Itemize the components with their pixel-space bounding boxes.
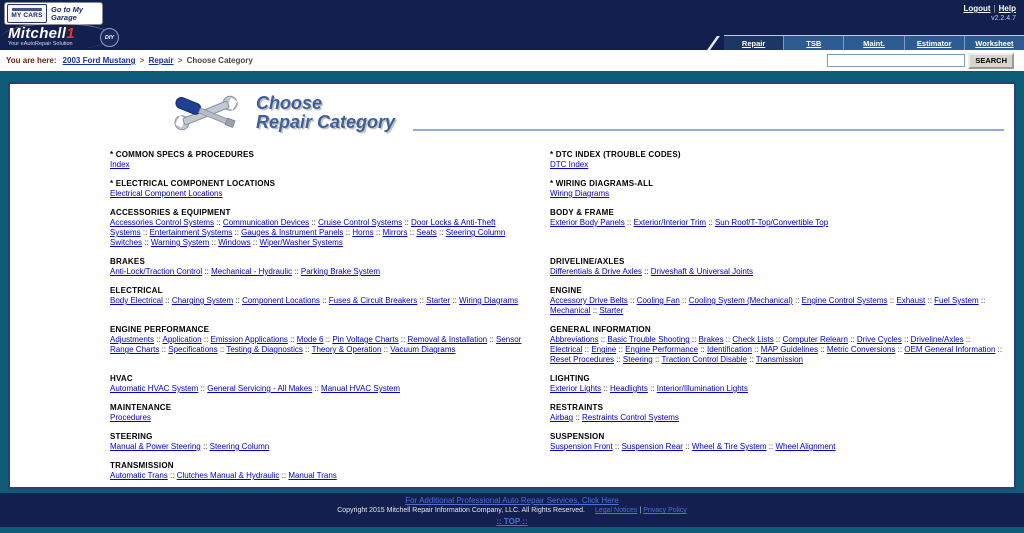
tab-repair[interactable]: Repair: [724, 36, 783, 50]
logout-link[interactable]: Logout: [963, 4, 991, 13]
link-separator: ::: [746, 355, 756, 364]
link-separator: ::: [887, 296, 897, 305]
my-cars-label: MY CARS: [11, 12, 43, 19]
help-link[interactable]: Help: [998, 4, 1016, 13]
category-link[interactable]: Abbreviations: [550, 335, 599, 344]
category-link[interactable]: Steering: [622, 355, 653, 364]
category-cell: [110, 257, 550, 277]
breadcrumb-label: You are here:: [6, 56, 57, 65]
category-link[interactable]: Manual & Power Steering: [110, 442, 201, 451]
category-heading: BODY & FRAME: [550, 208, 615, 217]
category-link[interactable]: Starter: [599, 306, 624, 315]
go-to-my-garage-label: Go to My Garage: [51, 4, 84, 22]
link-separator: ::: [162, 296, 172, 305]
category-link[interactable]: Headlights: [610, 384, 648, 393]
mitchell1-logo: [8, 27, 75, 48]
category-link[interactable]: Mode 6: [296, 335, 324, 344]
breadcrumb-items: [63, 56, 253, 65]
link-separator: ::: [140, 228, 150, 237]
category-links: [110, 471, 525, 481]
category-heading: ELECTRICAL: [110, 286, 163, 295]
link-separator: ::: [818, 345, 827, 354]
search-input[interactable]: [827, 54, 965, 67]
category-link[interactable]: Transmission: [755, 355, 804, 364]
category-links: [550, 218, 1004, 228]
category-link[interactable]: Steering Column Switches: [110, 228, 506, 247]
category-link[interactable]: Index: [110, 160, 130, 169]
category-link[interactable]: Exterior Body Panels: [550, 218, 625, 227]
category-heading: ENGINE: [550, 286, 582, 295]
link-separator: ::: [417, 296, 427, 305]
link-separator: ::: [214, 218, 223, 227]
category-link[interactable]: Starter: [426, 296, 451, 305]
category-link[interactable]: Interior/Illumination Lights: [656, 384, 748, 393]
link-separator: ::: [202, 267, 212, 276]
link-separator: ::: [792, 296, 802, 305]
category-links: [110, 335, 525, 355]
category-link[interactable]: Automatic HVAC System: [110, 384, 199, 393]
category-link[interactable]: Emission Applications: [210, 335, 288, 344]
category-link[interactable]: Automatic Trans: [110, 471, 168, 480]
link-separator: ::: [773, 335, 783, 344]
category-link[interactable]: Engine: [591, 345, 617, 354]
link-separator: ::: [847, 335, 857, 344]
category-link[interactable]: Cooling System (Mechanical): [688, 296, 793, 305]
category-link[interactable]: Parking Brake System: [300, 267, 381, 276]
category-link[interactable]: Entertainment Systems: [149, 228, 233, 237]
category-heading: GENERAL INFORMATION: [550, 325, 651, 334]
category-link[interactable]: Warning System: [150, 238, 210, 247]
link-separator: ::: [407, 228, 417, 237]
link-separator: ::: [201, 335, 211, 344]
category-link[interactable]: Engine Control Systems: [801, 296, 888, 305]
link-separator: ::: [302, 345, 312, 354]
diy-badge: DIY: [100, 28, 119, 47]
top-right-links: [963, 4, 1016, 22]
breadcrumb-link[interactable]: 2003 Ford Mustang: [62, 56, 136, 65]
brand-tagline: Your eAutoRepair Solution: [8, 41, 73, 47]
category-link[interactable]: Suspension Front: [550, 442, 613, 451]
category-link[interactable]: Adjustments: [110, 335, 155, 344]
category-links: [110, 413, 525, 423]
category-links: [550, 267, 1004, 277]
link-separator: ::: [590, 306, 600, 315]
breadcrumb-separator: >: [175, 56, 185, 65]
plate-frame-decoration: [12, 8, 42, 11]
category-link[interactable]: Mirrors: [382, 228, 408, 237]
category-link[interactable]: Restraints Control Systems: [582, 413, 679, 422]
category-heading: LIGHTING: [550, 374, 590, 383]
category-links: [550, 384, 1004, 394]
page-title-line2: Repair Category: [256, 112, 396, 132]
link-separator: ::: [641, 267, 651, 276]
breadcrumb: [6, 56, 253, 65]
category-heading: * ELECTRICAL COMPONENT LOCATIONS: [110, 179, 276, 188]
nav-tabs: [724, 35, 1024, 50]
link-separator: ::: [232, 228, 242, 237]
category-heading: * DTC INDEX (TROUBLE CODES): [550, 150, 681, 159]
category-cell: [110, 208, 550, 248]
category-cell: [110, 150, 550, 170]
link-separator: ::: [279, 471, 289, 480]
link-separator: ::: [647, 384, 657, 393]
category-link[interactable]: Cooling Fan: [636, 296, 680, 305]
category-link[interactable]: Charging System: [171, 296, 234, 305]
category-heading: HVAC: [110, 374, 133, 383]
link-separator: ::: [159, 345, 169, 354]
link-separator: ::: [217, 345, 227, 354]
category-heading: * COMMON SPECS & PROCEDURES: [110, 150, 255, 159]
link-separator: ::: [398, 335, 408, 344]
brand-text: [8, 27, 75, 41]
tab-worksheet[interactable]: Worksheet: [964, 36, 1024, 50]
category-links: [550, 335, 1004, 365]
category-link[interactable]: Basic Trouble Shooting: [607, 335, 690, 344]
category-link[interactable]: Wiring Diagrams: [459, 296, 519, 305]
link-separator: ::: [698, 345, 707, 354]
logo-bar: [0, 27, 1024, 50]
link-separator: ::: [487, 335, 496, 344]
category-heading: * WIRING DIAGRAMS-ALL: [550, 179, 654, 188]
footer-bar: [0, 493, 1024, 527]
search-button[interactable]: SEARCH: [968, 53, 1014, 69]
category-link[interactable]: Check Lists: [732, 335, 774, 344]
link-separator: ::: [601, 384, 611, 393]
page-title: [256, 94, 395, 132]
category-links: [110, 189, 525, 199]
link-separator: ::: [682, 442, 692, 451]
category-link[interactable]: Theory & Operation: [311, 345, 382, 354]
category-links: [110, 384, 525, 394]
category-links: [110, 267, 525, 277]
category-link[interactable]: Communication Devices: [222, 218, 310, 227]
category-link[interactable]: Electrical Component Locations: [110, 189, 223, 198]
link-separator: ::: [616, 345, 626, 354]
category-link[interactable]: Body Electrical: [110, 296, 163, 305]
link-separator: ::: [450, 296, 460, 305]
link-separator: ::: [612, 442, 622, 451]
link-separator: ::: [679, 296, 689, 305]
category-cell: [110, 286, 550, 316]
category-link[interactable]: Exterior Lights: [550, 384, 602, 393]
category-link[interactable]: Suspension Rear: [621, 442, 683, 451]
category-cell: [550, 432, 1004, 452]
tab-maint[interactable]: Maint.: [843, 36, 903, 50]
category-link[interactable]: Identification: [706, 345, 752, 354]
category-links: [110, 442, 525, 452]
category-cell: [110, 325, 550, 365]
link-separator: ::: [995, 345, 1003, 354]
link-separator: ::: [402, 218, 411, 227]
category-link[interactable]: Traction Control Disable: [661, 355, 747, 364]
link-separator: ::: [627, 296, 637, 305]
link-separator: ::: [598, 335, 608, 344]
category-links: [110, 296, 525, 306]
page-title-line1: Choose: [256, 93, 323, 113]
category-link[interactable]: Application: [162, 335, 202, 344]
category-link[interactable]: MAP Guidelines: [760, 345, 819, 354]
link-separator: ::: [723, 335, 733, 344]
category-link[interactable]: Airbag: [550, 413, 574, 422]
category-grid: [110, 150, 1004, 481]
breadcrumb-bar: [0, 50, 1024, 71]
category-link[interactable]: Differentials & Drive Axles: [550, 267, 642, 276]
link-separator: ::: [436, 228, 446, 237]
link-separator: ::: [901, 335, 911, 344]
my-cars-button[interactable]: [4, 2, 103, 25]
link-separator: ::: [624, 218, 634, 227]
category-link[interactable]: Seats: [416, 228, 437, 237]
category-link[interactable]: Pin Voltage Charts: [332, 335, 399, 344]
tab-estimator[interactable]: Estimator: [904, 36, 964, 50]
link-separator: ::: [142, 238, 151, 247]
copyright-row: [0, 506, 1024, 516]
category-cell: [550, 150, 1004, 170]
legal-notices-link[interactable]: Legal Notices: [594, 507, 638, 514]
category-link[interactable]: Door Locks & Anti-Theft Systems: [110, 218, 496, 237]
footer-link-divider: |: [639, 507, 642, 514]
link-separator: ::: [200, 442, 210, 451]
category-link[interactable]: Metric Conversions: [826, 345, 896, 354]
link-separator: ::: [343, 228, 353, 237]
category-heading: MAINTENANCE: [110, 403, 172, 412]
brand-mitchell: Mitchell: [8, 25, 67, 42]
link-separator: ::: [689, 335, 699, 344]
category-links: [110, 218, 525, 248]
category-cell: [550, 257, 1004, 277]
link-separator: ::: [978, 296, 986, 305]
link-separator: ::: [233, 296, 243, 305]
category-link[interactable]: Electrical: [550, 345, 583, 354]
link-separator: ::: [963, 335, 971, 344]
category-cell: [110, 432, 550, 452]
link-separator: ::: [381, 345, 391, 354]
tab-diagonal-decoration: [707, 36, 720, 50]
category-heading: STEERING: [110, 432, 153, 441]
category-heading: ENGINE PERFORMANCE: [110, 325, 210, 334]
link-separator: ::: [154, 335, 163, 344]
category-cell: [550, 286, 1004, 316]
breadcrumb-current: Choose Category: [186, 56, 253, 65]
version-label: v2.2.4.7: [991, 15, 1016, 22]
category-links: [550, 413, 1004, 423]
link-separator: ::: [573, 413, 583, 422]
link-separator: ::: [209, 238, 219, 247]
link-separator: ::: [292, 267, 301, 276]
top-bar: [0, 0, 1024, 27]
privacy-policy-link[interactable]: Privacy Policy: [643, 507, 687, 514]
crossed-tools-icon: [170, 90, 242, 136]
category-link[interactable]: Specifications: [168, 345, 218, 354]
category-link[interactable]: Wiring Diagrams: [550, 189, 610, 198]
category-link[interactable]: Procedures: [110, 413, 151, 422]
link-separator: ::: [751, 345, 761, 354]
brand-one: 1: [66, 25, 75, 42]
category-heading: ACCESSORIES & EQUIPMENT: [110, 208, 231, 217]
category-cell: [550, 461, 1004, 481]
category-link[interactable]: Drive Cycles: [856, 335, 902, 344]
link-separator: ::: [250, 238, 260, 247]
category-link[interactable]: Vacuum Diagrams: [390, 345, 456, 354]
license-plate-icon: [7, 4, 47, 23]
category-heading: BRAKES: [110, 257, 145, 266]
category-link[interactable]: Fuel System: [934, 296, 979, 305]
category-cell: [550, 208, 1004, 248]
tab-tsb[interactable]: TSB: [783, 36, 843, 50]
link-separator: ::: [167, 471, 177, 480]
bottom-strip: [0, 527, 1024, 533]
link-separator: ::: [652, 355, 662, 364]
category-link[interactable]: Clutches Manual & Hydraulic: [176, 471, 280, 480]
category-link[interactable]: Exhaust: [896, 296, 926, 305]
page-header: [170, 90, 1004, 136]
category-link[interactable]: Steering Column: [209, 442, 270, 451]
category-cell: [110, 461, 550, 481]
category-link[interactable]: Engine Performance: [625, 345, 699, 354]
category-cell: [110, 403, 550, 423]
services-link[interactable]: For Additional Professional Auto Repair Services, Click Here: [405, 496, 619, 505]
content-panel: [8, 82, 1016, 489]
category-heading: TRANSMISSION: [110, 461, 174, 470]
link-separator: ::: [323, 335, 333, 344]
category-heading: SUSPENSION: [550, 432, 605, 441]
category-cell: [550, 179, 1004, 199]
category-link[interactable]: Cruise Control Systems: [318, 218, 403, 227]
copyright-text: Copyright 2015 Mitchell Repair Information Company, LLC. All Rights Reserved.: [337, 507, 585, 514]
link-separator: ::: [287, 335, 297, 344]
header-rule: [413, 129, 1004, 131]
link-separator: ::: [925, 296, 935, 305]
category-link[interactable]: Sun Roof/T-Top/Convertible Top: [714, 218, 829, 227]
category-link[interactable]: Driveline/Axles: [910, 335, 964, 344]
category-heading: RESTRAINTS: [550, 403, 604, 412]
category-cell: [550, 403, 1004, 423]
category-cell: [110, 374, 550, 394]
category-link[interactable]: Mechanical - Hydraulic: [211, 267, 292, 276]
category-link[interactable]: Sensor Range Charts: [110, 335, 522, 354]
category-links: [110, 160, 525, 170]
link-separator: ::: [319, 296, 329, 305]
category-link[interactable]: Wheel Alignment: [775, 442, 836, 451]
category-links: [550, 189, 1004, 199]
category-link[interactable]: Component Locations: [242, 296, 320, 305]
breadcrumb-link[interactable]: Repair: [148, 56, 174, 65]
link-separator: ::: [895, 345, 905, 354]
category-link[interactable]: Reset Procedures: [550, 355, 615, 364]
category-cell: [110, 179, 550, 199]
main-area: [0, 71, 1024, 493]
category-links: [550, 160, 1004, 170]
category-link[interactable]: Accessory Drive Belts: [550, 296, 628, 305]
category-link[interactable]: Removal & Installation: [407, 335, 488, 344]
search-box: [827, 53, 1014, 69]
category-link[interactable]: Fuses & Circuit Breakers: [328, 296, 418, 305]
category-link[interactable]: Manual Trans: [288, 471, 337, 480]
category-link[interactable]: Windows: [218, 238, 251, 247]
category-link[interactable]: Gauges & Instrument Panels: [241, 228, 344, 237]
link-separator: ::: [614, 355, 623, 364]
link-separator: ::: [582, 345, 592, 354]
category-link[interactable]: Computer Relearn: [782, 335, 848, 344]
category-link[interactable]: Brakes: [698, 335, 724, 344]
category-links: [550, 296, 1004, 316]
category-link[interactable]: Manual HVAC System: [321, 384, 401, 393]
link-separator: ::: [706, 218, 715, 227]
category-link[interactable]: Mechanical: [550, 306, 591, 315]
category-link[interactable]: Wiper/Washer Systems: [259, 238, 343, 247]
category-cell: [550, 325, 1004, 365]
link-separator: ::: [312, 384, 322, 393]
category-link[interactable]: General Servicing - All Makes: [207, 384, 313, 393]
category-links: [550, 442, 1004, 452]
category-cell: [550, 374, 1004, 394]
link-separator: ::: [309, 218, 319, 227]
category-link[interactable]: OEM General Information: [904, 345, 996, 354]
category-link[interactable]: Exterior/Interior Trim: [633, 218, 707, 227]
breadcrumb-separator: >: [137, 56, 147, 65]
link-separator: ::: [198, 384, 208, 393]
category-link[interactable]: Accessories Control Systems: [110, 218, 215, 227]
category-link[interactable]: Wheel & Tire System: [691, 442, 767, 451]
link-divider: |: [993, 4, 996, 13]
category-link[interactable]: Anti-Lock/Traction Control: [110, 267, 203, 276]
category-link[interactable]: Testing & Diagnostics: [226, 345, 303, 354]
top-link[interactable]: :: TOP ::: [496, 517, 528, 526]
link-separator: ::: [373, 228, 383, 237]
link-separator: ::: [766, 442, 776, 451]
category-link[interactable]: Horns: [352, 228, 374, 237]
category-link[interactable]: Driveshaft & Universal Joints: [650, 267, 754, 276]
category-link[interactable]: DTC Index: [550, 160, 589, 169]
category-heading: DRIVELINE/AXLES: [550, 257, 625, 266]
